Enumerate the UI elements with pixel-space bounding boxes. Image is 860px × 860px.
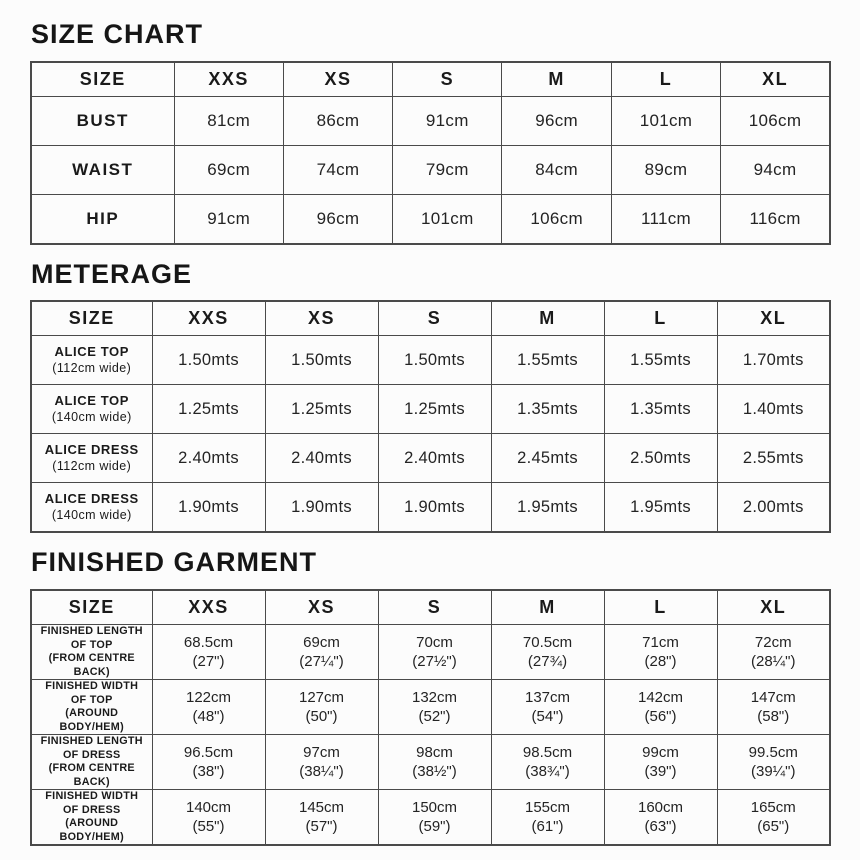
label-line: WAIST: [72, 159, 134, 179]
value-cell: [174, 145, 283, 194]
value-line: 101cm: [639, 110, 693, 130]
value-cell: [491, 625, 604, 680]
column-header-xl: XL: [717, 590, 830, 625]
value-line: 140cm: [185, 799, 232, 817]
value-line: (38½"): [412, 763, 457, 781]
label-line: OF DRESS: [62, 803, 121, 816]
label-line: ALICE TOP: [54, 393, 129, 409]
value-line: 99.5cm: [748, 744, 798, 762]
section-title: METERAGE: [31, 258, 193, 289]
value-cell: [604, 625, 717, 680]
value-line: 2.45mts: [517, 448, 578, 467]
value-cell: [283, 96, 392, 145]
column-header-xl: XL: [717, 301, 830, 336]
value-line: 165cm: [750, 799, 796, 817]
value-line: (59"): [418, 818, 451, 836]
row-label: [31, 625, 152, 680]
table-row: [31, 194, 830, 244]
value-cell: [491, 434, 604, 483]
value-line: 150cm: [411, 799, 458, 817]
value-cell: [393, 194, 502, 244]
value-line: 86cm: [316, 110, 360, 130]
value-cell: [721, 145, 830, 194]
value-cell: [265, 680, 378, 735]
table-row: [31, 483, 830, 533]
value-line: 127cm: [298, 689, 345, 707]
value-line: 70cm: [416, 634, 453, 652]
value-line: (39¼"): [750, 763, 796, 781]
value-cell: [152, 790, 265, 846]
value-cell: [502, 194, 611, 244]
value-line: 2.40mts: [291, 448, 352, 467]
value-line: (55"): [192, 818, 225, 836]
value-cell: [283, 145, 392, 194]
value-line: 68.5cm: [183, 634, 234, 652]
column-header-xxs: XXS: [152, 590, 265, 625]
value-cell: [265, 483, 378, 533]
value-cell: [152, 434, 265, 483]
value-cell: [265, 385, 378, 434]
value-cell: [717, 625, 830, 680]
value-line: 1.55mts: [630, 350, 691, 369]
label-line: OF TOP: [70, 693, 113, 706]
value-cell: [491, 790, 604, 846]
value-cell: [393, 96, 502, 145]
label-line: BUST: [76, 110, 129, 130]
column-header-l: L: [604, 590, 717, 625]
value-cell: [152, 483, 265, 533]
value-line: (57"): [305, 818, 338, 836]
value-cell: [717, 483, 830, 533]
value-line: 97cm: [303, 744, 340, 762]
value-cell: [378, 735, 491, 790]
value-line: (54"): [531, 708, 564, 726]
row-label: [31, 336, 152, 385]
section-title: FINISHED GARMENT: [31, 547, 317, 578]
value-line: 89cm: [644, 159, 688, 179]
value-cell: [283, 194, 392, 244]
label-line: HIP: [86, 208, 120, 228]
label-line: OF DRESS: [62, 748, 121, 761]
table-row: [31, 790, 830, 846]
value-line: 1.35mts: [517, 399, 578, 418]
label-line: ALICE DRESS: [44, 442, 139, 458]
size-chart-table: [30, 61, 831, 245]
value-cell: [152, 336, 265, 385]
value-cell: [378, 680, 491, 735]
value-line: (48"): [192, 708, 225, 726]
value-line: 1.40mts: [742, 399, 804, 418]
value-line: 106cm: [530, 208, 583, 228]
value-line: 96cm: [316, 208, 360, 228]
label-line: (112cm wide): [52, 459, 132, 474]
label-line: OF TOP: [70, 638, 113, 651]
column-header-m: M: [491, 301, 604, 336]
value-line: 70.5cm: [522, 634, 573, 652]
value-line: 99cm: [642, 744, 679, 762]
column-header-xs: XS: [265, 301, 378, 336]
column-header-xs: XS: [265, 590, 378, 625]
table-row: [31, 145, 830, 194]
value-line: 1.95mts: [630, 497, 691, 516]
table-row: [31, 735, 830, 790]
finished-garment-table: [30, 589, 831, 846]
value-cell: [721, 194, 830, 244]
value-line: (50"): [305, 708, 338, 726]
value-line: (27½"): [412, 653, 457, 671]
value-cell: [152, 385, 265, 434]
value-cell: [604, 735, 717, 790]
value-cell: [717, 735, 830, 790]
value-line: 122cm: [185, 689, 232, 707]
value-cell: [378, 483, 491, 533]
label-line: FINISHED LENGTH: [40, 735, 143, 748]
value-line: (28"): [644, 653, 677, 671]
table-row: [31, 385, 830, 434]
table-row: [31, 434, 830, 483]
table-row: [31, 96, 830, 145]
row-label: [31, 735, 152, 790]
value-line: 1.50mts: [178, 350, 239, 369]
value-line: 91cm: [425, 110, 469, 130]
value-line: 142cm: [637, 689, 684, 707]
label-line: (AROUND BODY/HEM): [59, 707, 124, 733]
value-line: 106cm: [748, 110, 802, 130]
label-line: FINISHED LENGTH: [40, 625, 143, 638]
value-line: 79cm: [425, 159, 469, 179]
value-cell: [378, 336, 491, 385]
value-line: 1.25mts: [178, 399, 239, 418]
column-header-xs: XS: [283, 62, 392, 97]
value-cell: [604, 483, 717, 533]
value-cell: [265, 735, 378, 790]
value-cell: [611, 96, 720, 145]
value-cell: [611, 145, 720, 194]
value-cell: [491, 385, 604, 434]
table-row: [31, 336, 830, 385]
label-line: (AROUND BODY/HEM): [59, 817, 124, 843]
value-line: (56"): [644, 708, 677, 726]
header-row: [31, 62, 830, 97]
value-cell: [378, 385, 491, 434]
value-cell: [265, 434, 378, 483]
value-cell: [491, 336, 604, 385]
column-header-l: L: [604, 301, 717, 336]
value-line: 160cm: [637, 799, 684, 817]
column-header-s: S: [378, 590, 491, 625]
value-line: 155cm: [524, 799, 571, 817]
value-line: (39"): [644, 763, 677, 781]
row-label: [31, 434, 152, 483]
value-cell: [378, 790, 491, 846]
value-line: 147cm: [750, 689, 796, 707]
value-cell: [502, 145, 611, 194]
table-row: [31, 625, 830, 680]
value-cell: [265, 790, 378, 846]
value-line: 145cm: [298, 799, 345, 817]
value-line: 137cm: [524, 689, 571, 707]
sections: [30, 20, 831, 846]
value-line: 2.50mts: [630, 448, 691, 467]
value-line: 2.00mts: [742, 497, 804, 516]
value-line: 69cm: [303, 634, 340, 652]
label-line: FINISHED WIDTH: [45, 790, 139, 803]
label-line: FINISHED WIDTH: [45, 680, 139, 693]
value-line: (65"): [757, 818, 790, 836]
value-line: 101cm: [421, 208, 474, 228]
value-line: 96.5cm: [183, 744, 234, 762]
value-line: (27¾): [527, 653, 568, 671]
value-line: 1.50mts: [404, 350, 465, 369]
value-cell: [611, 194, 720, 244]
value-line: 1.95mts: [517, 497, 578, 516]
value-line: 1.55mts: [517, 350, 578, 369]
value-line: (61"): [531, 818, 564, 836]
value-line: (38¼"): [299, 763, 344, 781]
label-line: (140cm wide): [51, 508, 132, 523]
value-line: (38¾"): [525, 763, 570, 781]
value-cell: [265, 625, 378, 680]
value-line: 2.40mts: [178, 448, 239, 467]
value-line: 1.35mts: [630, 399, 691, 418]
value-line: (52"): [418, 708, 451, 726]
value-cell: [378, 434, 491, 483]
value-line: 69cm: [207, 159, 251, 179]
value-cell: [491, 483, 604, 533]
value-cell: [717, 680, 830, 735]
label-line: ALICE DRESS: [44, 491, 139, 507]
column-header-s: S: [393, 62, 502, 97]
value-cell: [152, 735, 265, 790]
value-cell: [604, 385, 717, 434]
value-line: 74cm: [316, 159, 360, 179]
value-line: 1.90mts: [178, 497, 239, 516]
value-line: (27¼"): [299, 653, 344, 671]
value-line: (63"): [644, 818, 677, 836]
column-header-s: S: [378, 301, 491, 336]
value-cell: [717, 434, 830, 483]
row-label: [31, 483, 152, 533]
value-cell: [491, 680, 604, 735]
value-cell: [491, 735, 604, 790]
row-label: [31, 790, 152, 846]
value-line: (58"): [757, 708, 790, 726]
section-meterage: [30, 260, 831, 534]
value-line: (28¼"): [750, 653, 796, 671]
value-cell: [717, 336, 830, 385]
value-cell: [604, 680, 717, 735]
column-header-xxs: XXS: [174, 62, 283, 97]
value-line: (27"): [192, 653, 225, 671]
value-cell: [604, 434, 717, 483]
table-row: [31, 680, 830, 735]
label-line: ALICE TOP: [54, 344, 129, 360]
row-label: [31, 145, 174, 194]
value-line: 81cm: [207, 110, 251, 130]
column-header-m: M: [491, 590, 604, 625]
section-finished-garment: [30, 548, 831, 846]
size-corner-header: SIZE: [31, 62, 174, 97]
value-line: 1.90mts: [404, 497, 465, 516]
value-cell: [174, 96, 283, 145]
row-label: [31, 96, 174, 145]
value-line: 1.90mts: [291, 497, 352, 516]
section-title: SIZE CHART: [31, 19, 203, 49]
value-cell: [717, 385, 830, 434]
column-header-m: M: [502, 62, 611, 97]
value-line: 1.25mts: [404, 399, 465, 418]
label-line: (140cm wide): [51, 410, 132, 425]
row-label: [31, 385, 152, 434]
value-cell: [604, 790, 717, 846]
value-line: 98.5cm: [522, 744, 573, 762]
section-size-chart: [30, 20, 831, 245]
label-line: (112cm wide): [52, 361, 132, 376]
row-label: [31, 680, 152, 735]
column-header-l: L: [611, 62, 720, 97]
meterage-table: [30, 300, 831, 533]
value-line: 1.70mts: [742, 350, 804, 369]
size-corner-header: SIZE: [31, 590, 152, 625]
value-line: 98cm: [416, 744, 453, 762]
value-line: 84cm: [535, 159, 579, 179]
value-line: 116cm: [749, 208, 801, 228]
value-cell: [717, 790, 830, 846]
value-line: 1.50mts: [291, 350, 352, 369]
column-header-xl: XL: [721, 62, 830, 97]
value-line: 2.40mts: [404, 448, 465, 467]
value-line: 111cm: [640, 208, 691, 228]
value-cell: [604, 336, 717, 385]
header-row: [31, 590, 830, 625]
label-line: (FROM CENTRE BACK): [48, 652, 135, 678]
value-cell: [152, 680, 265, 735]
value-cell: [393, 145, 502, 194]
row-label: [31, 194, 174, 244]
value-cell: [174, 194, 283, 244]
value-cell: [502, 96, 611, 145]
value-cell: [378, 625, 491, 680]
value-line: 2.55mts: [742, 448, 804, 467]
value-cell: [152, 625, 265, 680]
header-row: [31, 301, 830, 336]
value-cell: [265, 336, 378, 385]
label-line: (FROM CENTRE BACK): [48, 762, 135, 788]
value-line: 96cm: [535, 110, 579, 130]
value-cell: [721, 96, 830, 145]
value-line: (38"): [192, 763, 225, 781]
value-line: 91cm: [207, 208, 251, 228]
value-line: 94cm: [753, 159, 797, 179]
value-line: 71cm: [642, 634, 679, 652]
value-line: 1.25mts: [291, 399, 352, 418]
column-header-xxs: XXS: [152, 301, 265, 336]
value-line: 132cm: [411, 689, 458, 707]
size-corner-header: SIZE: [31, 301, 152, 336]
value-line: 72cm: [754, 634, 792, 652]
